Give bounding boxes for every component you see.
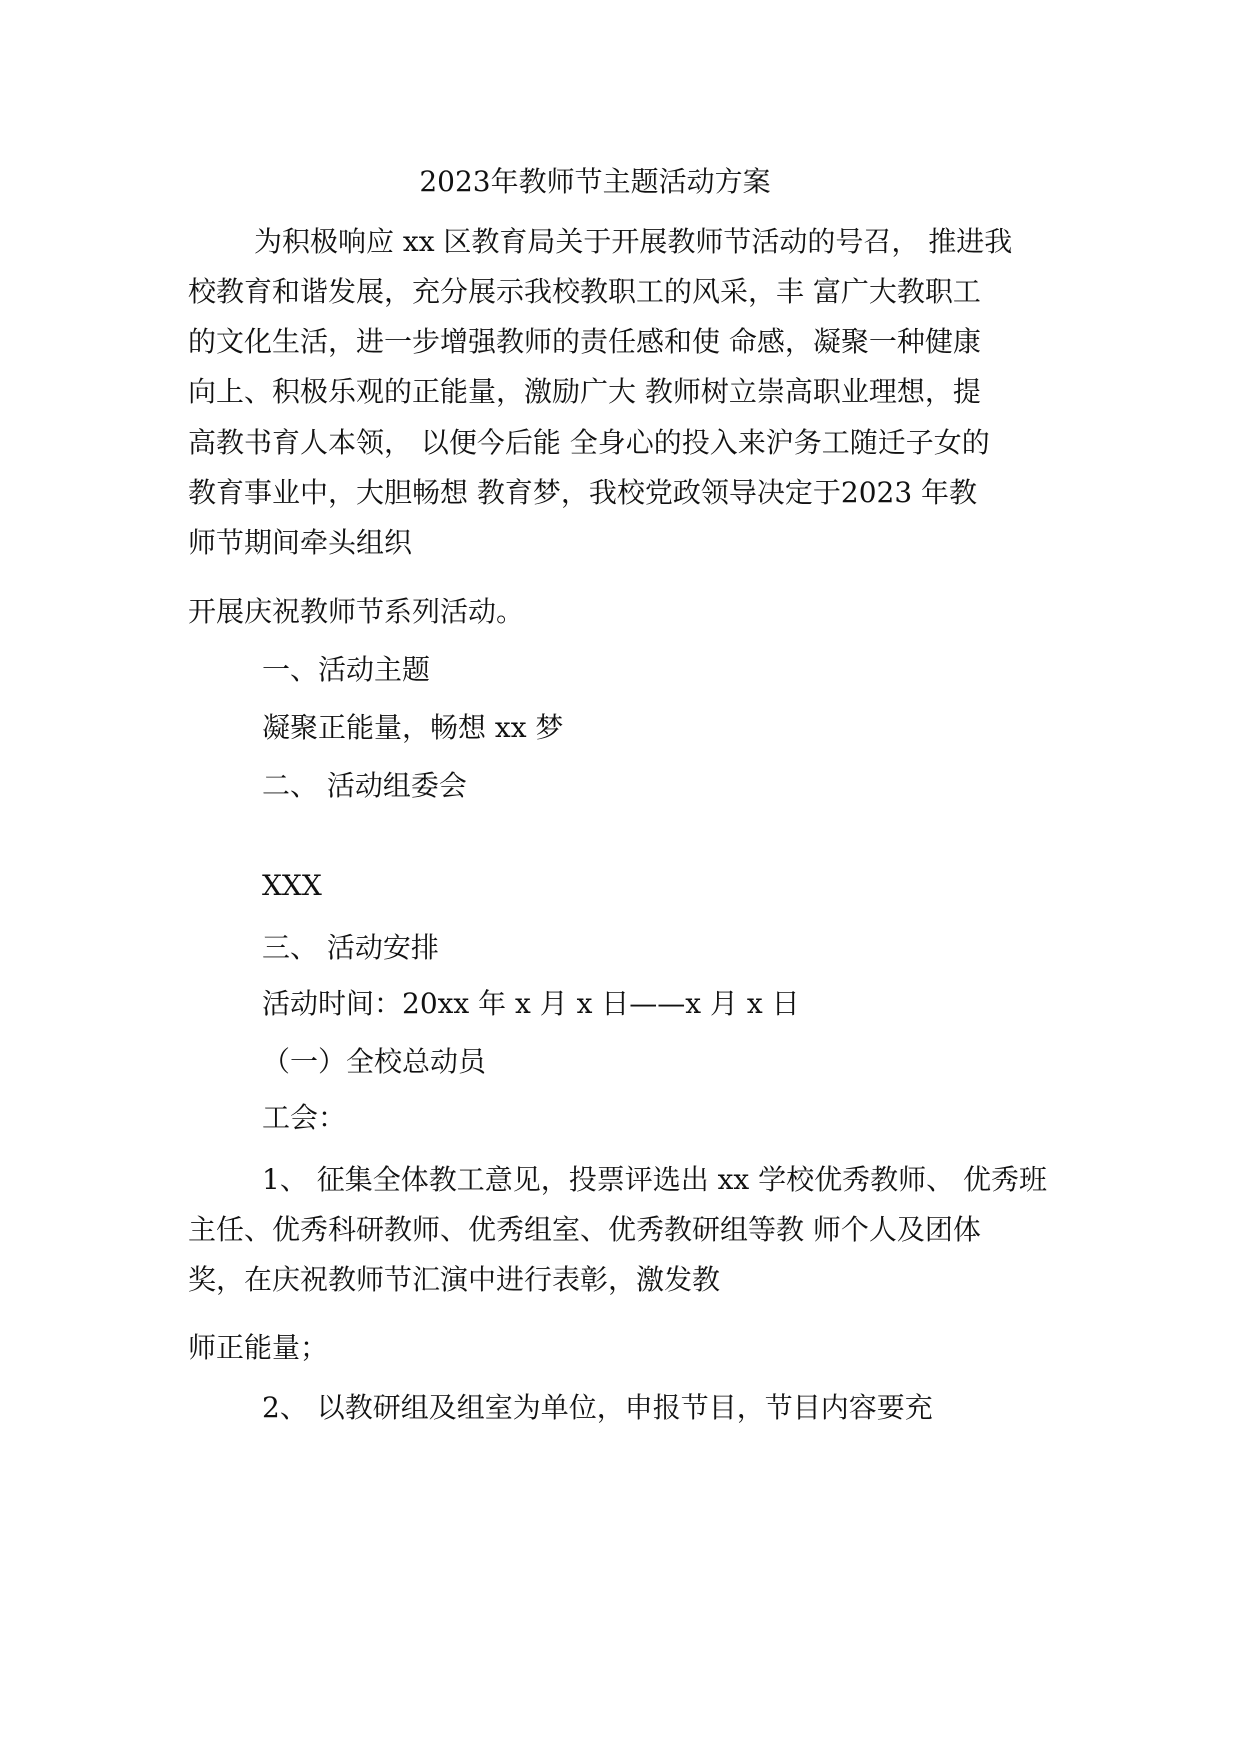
section-heading-theme: 一、活动主题 <box>262 653 431 686</box>
intro-line-4: 向上、积极乐观的正能量，激励广大 教师树立崇高职业理想，提 <box>188 375 981 408</box>
intro-line-8: 开展庆祝教师节系列活动。 <box>188 595 525 628</box>
section-heading-arrangement: 三、 活动安排 <box>262 931 439 964</box>
committee-text: XXX <box>262 869 322 902</box>
item-1-line-2: 主任、优秀科研教师、优秀组室、优秀教研组等教 师个人及团体 <box>188 1213 981 1246</box>
union-label: 工会： <box>262 1101 347 1134</box>
intro-line-2: 校教育和谐发展，充分展示我校教职工的风采，丰 富广大教职工 <box>188 275 981 308</box>
subsection-heading-mobilization: （一）全校总动员 <box>262 1045 487 1078</box>
intro-line-3: 的文化生活，进一步增强教师的责任感和使 命感，凝聚一种健康 <box>188 325 981 358</box>
document-title: 2023年教师节主题活动方案 <box>419 165 771 198</box>
item-1-line-4: 师正能量； <box>188 1331 329 1364</box>
item-1-line-1: 1、 征集全体教工意见，投票评选出 xx 学校优秀教师、 优秀班 <box>262 1163 1048 1196</box>
section-heading-committee: 二、 活动组委会 <box>262 769 467 802</box>
activity-time: 活动时间：20xx 年 x 月 x 日——x 月 x 日 <box>262 987 800 1020</box>
intro-line-1: 为积极响应 xx 区教育局关于开展教师节活动的号召， 推进我 <box>254 225 1013 258</box>
theme-text: 凝聚正能量，畅想 xx 梦 <box>262 711 564 744</box>
item-1-line-3: 奖，在庆祝教师节汇演中进行表彰，激发教 <box>188 1263 721 1296</box>
item-2-line-1: 2、 以教研组及组室为单位，申报节目，节目内容要充 <box>262 1391 933 1424</box>
intro-line-7: 师节期间牵头组织 <box>188 526 413 559</box>
intro-line-6: 教育事业中，大胆畅想 教育梦，我校党政领导决定于2023 年教 <box>188 476 978 509</box>
intro-line-5: 高教书育人本领， 以便今后能 全身心的投入来沪务工随迁子女的 <box>188 426 990 459</box>
